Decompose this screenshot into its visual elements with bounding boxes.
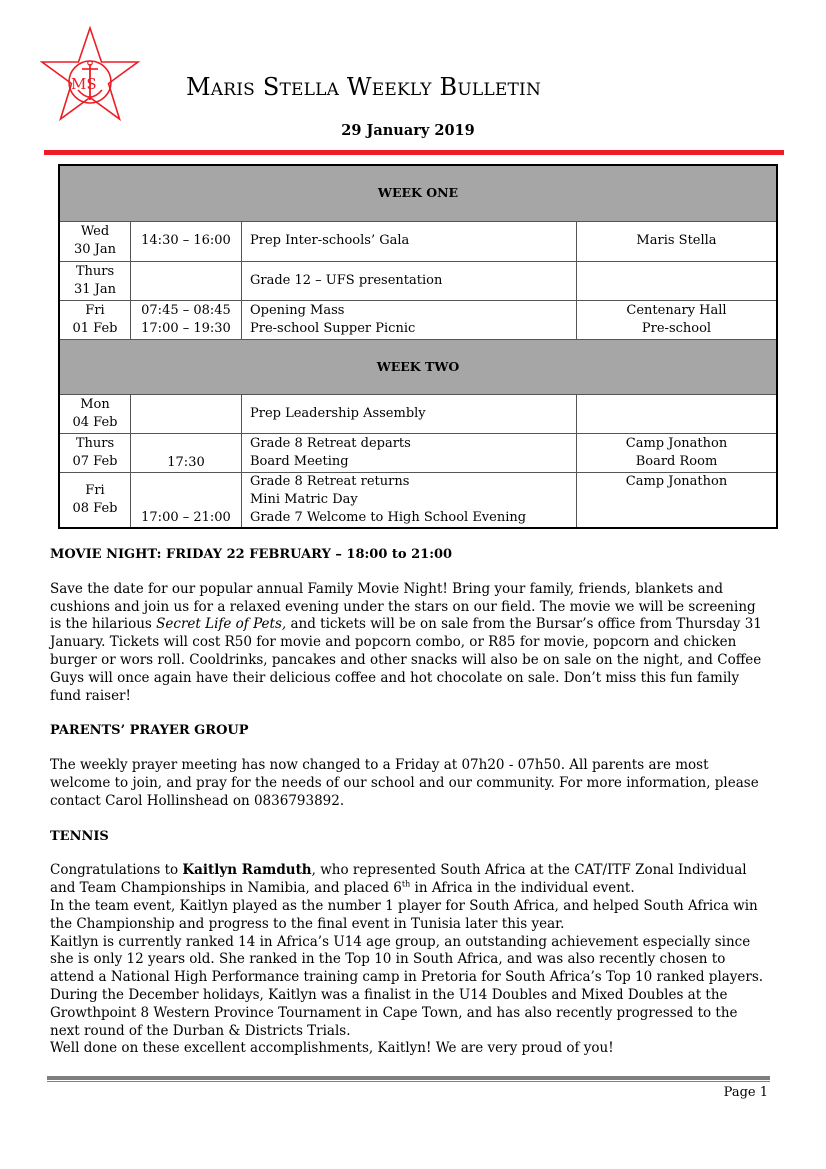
event-cell: Grade 12 – UFS presentation: [242, 261, 577, 300]
day-cell: [59, 300, 131, 339]
footer-rule: [47, 1076, 770, 1080]
week-two-header-row: [59, 339, 777, 394]
event-value: Grade 8 Retreat returns: [250, 473, 410, 489]
event-value: Mini Matric Day: [250, 491, 358, 507]
event-cell: Prep Leadership Assembly: [242, 394, 577, 433]
text-run: Save the date for our popular annual Family Movie Night! Bring your family, friends, blankets and cushions and join us for a relaxed evening under the stars on our field. The movie we will be screening is the hilarious: [50, 580, 756, 633]
tennis-paragraph: Well done on these excellent accomplishments, Kaitlyn! We are very proud of you!: [50, 1040, 614, 1057]
week-two-label: WEEK TWO: [59, 339, 777, 394]
venue-cell: [577, 261, 778, 300]
page-number: Page 1: [723, 1085, 768, 1100]
venue-cell: Maris Stella: [577, 221, 778, 261]
text-run: , who represented South Africa at the CAT/ITF Zonal Individual and Team Championships in Namibia, and placed 6: [50, 862, 747, 897]
day-name: Thurs: [75, 435, 115, 451]
prayer-group-heading: PARENTS’ PRAYER GROUP: [50, 723, 249, 739]
day-date: 07 Feb: [72, 453, 118, 469]
event-cell: [242, 300, 577, 339]
film-title: Secret Life of Pets,: [156, 616, 287, 633]
prayer-group-paragraph: The weekly prayer meeting has now changed to a Friday at 07h20 - 07h50. All parents are most welcome to join, and pray for the needs of our school and our community. For more information, please contact Carol Hollinshead on 0836793892.: [50, 757, 759, 809]
time-value: 17:00 – 19:30: [141, 320, 231, 336]
bulletin-body: [50, 546, 770, 1058]
header-divider: [44, 150, 784, 155]
venue-cell: [577, 394, 778, 433]
bulletin-title: Maris Stella Weekly Bulletin: [186, 73, 542, 101]
day-name: Fri: [85, 482, 105, 498]
tennis-paragraph: During the December holidays, Kaitlyn was a finalist in the U14 Doubles and Mixed Doubles at the Growthpoint 8 Western Province Tournament in Cape Town, and has also recently progressed to the next round of the Durban & Districts Trials.: [50, 986, 738, 1039]
table-row: [59, 300, 777, 339]
event-value: Grade 8 Retreat departs: [250, 435, 411, 451]
day-name: Mon: [80, 396, 110, 412]
text-run: and tickets will be on sale from the Bursar’s office from Thursday 31 January. Tickets will cost R50 for movie and popcorn combo, or R85 for movie, popcorn and chicken burger or wors roll. Cooldrinks, pancakes and other snacks will also be on sale on the night, and Coffee Guys will once again have their delicious coffee and hot chocolate on sale. Don’t miss this fun family fund raiser!: [50, 616, 762, 704]
venue-cell: Camp Jonathon: [577, 472, 778, 528]
tennis-paragraph: In the team event, Kaitlyn played as the number 1 player for South Africa, and helped South Africa win the Championship and progress to the final event in Tunisia later this year.: [50, 897, 758, 932]
day-date: 30 Jan: [73, 242, 116, 257]
school-logo-star-icon: [38, 26, 142, 126]
player-name: Kaitlyn Ramduth: [182, 862, 312, 879]
event-value: Pre-school Supper Picnic: [250, 320, 416, 336]
venue-value: Pre-school: [641, 320, 712, 336]
table-row: [59, 394, 777, 433]
venue-cell: [577, 433, 778, 472]
time-value: 07:45 – 08:45: [141, 302, 231, 318]
event-cell: Prep Inter-schools’ Gala: [242, 221, 577, 261]
table-row: [59, 433, 777, 472]
text-run: Congratulations to: [50, 862, 183, 879]
venue-value: Centenary Hall: [626, 302, 727, 318]
event-value: Grade 7 Welcome to High School Evening: [250, 509, 527, 525]
tennis-paragraph: [50, 862, 770, 898]
table-row: [59, 261, 777, 300]
day-cell: [59, 261, 131, 300]
time-cell: [131, 394, 242, 433]
venue-value: Board Room: [635, 453, 718, 469]
venue-value: Camp Jonathon: [625, 435, 728, 451]
day-name: Thurs: [75, 263, 115, 279]
table-row: [59, 221, 777, 261]
movie-night-heading: MOVIE NIGHT: FRIDAY 22 FEBRUARY – 18:00 to 21:00: [50, 547, 453, 562]
tennis-heading: TENNIS: [50, 828, 109, 844]
time-cell: [131, 261, 242, 300]
day-cell: [59, 394, 131, 433]
day-cell: [59, 433, 131, 472]
day-cell: [59, 472, 131, 528]
day-name: Wed: [80, 224, 110, 239]
day-cell: [59, 221, 131, 261]
day-date: 04 Feb: [72, 414, 118, 430]
day-date: 31 Jan: [73, 281, 116, 297]
event-cell: [242, 433, 577, 472]
schedule-table: [58, 164, 778, 529]
tennis-paragraph: Kaitlyn is currently ranked 14 in Africa’s U14 age group, an outstanding achievement especially since she is only 12 years old. She ranked in the Top 10 in South Africa, and was also recently chosen to attend a National High Performance training camp in Pretoria for South Africa’s Top 10 ranked players.: [50, 933, 764, 986]
time-cell: 14:30 – 16:00: [131, 221, 242, 261]
event-value: Opening Mass: [250, 302, 345, 318]
footer-rule-thin: [47, 1081, 770, 1082]
logo-letter-m: MS: [71, 75, 97, 93]
time-cell: 17:30: [131, 433, 242, 472]
event-cell: [242, 472, 577, 528]
day-date: 08 Feb: [72, 500, 118, 516]
week-one-header-row: [59, 165, 777, 221]
time-cell: 17:00 – 21:00: [131, 472, 242, 528]
day-date: 01 Feb: [72, 320, 118, 336]
ordinal-suffix: th: [401, 879, 411, 889]
event-value: Board Meeting: [250, 453, 349, 469]
text-run: in Africa in the individual event.: [410, 880, 635, 897]
week-one-label: WEEK ONE: [59, 165, 777, 221]
day-name: Fri: [85, 302, 105, 318]
bulletin-date: 29 January 2019: [341, 122, 475, 139]
time-cell: [131, 300, 242, 339]
table-row: [59, 472, 777, 528]
venue-cell: [577, 300, 778, 339]
movie-night-paragraph: [50, 581, 770, 706]
